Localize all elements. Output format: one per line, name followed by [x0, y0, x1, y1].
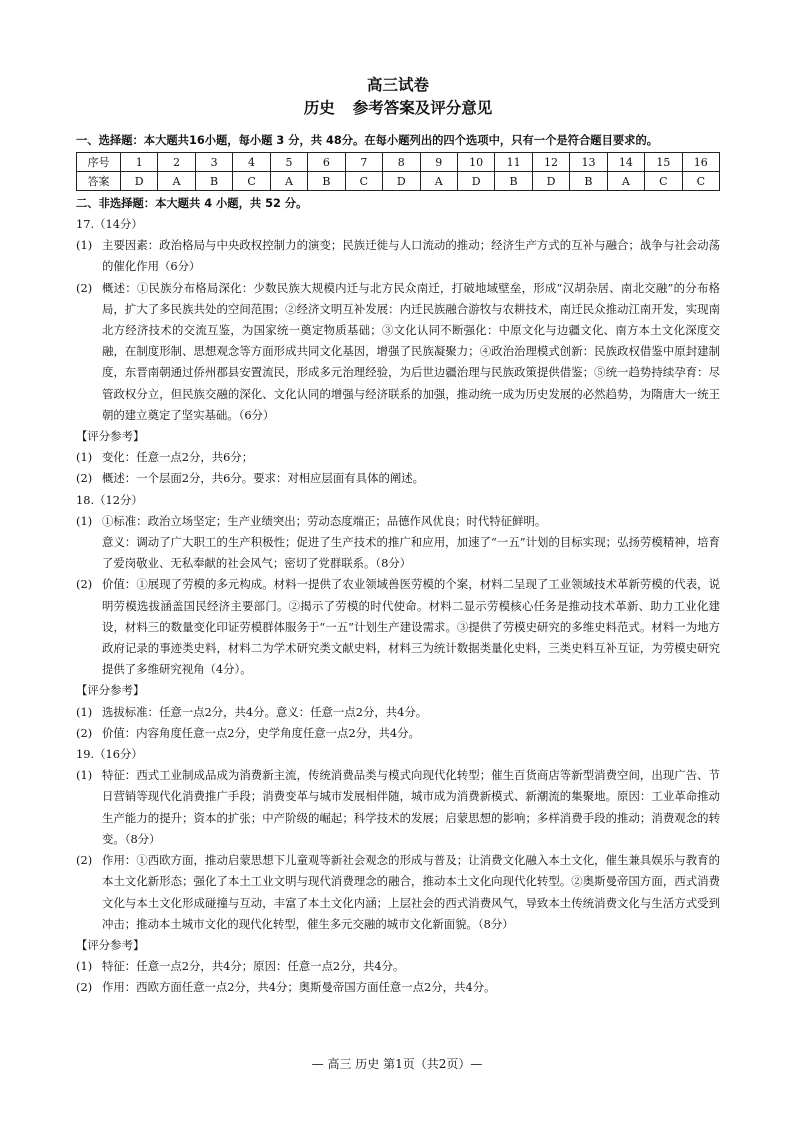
q17-item-1	[76, 235, 720, 277]
item-text: 价值：内容角度任意一点2分，史学角度任意一点2分，共4分。	[102, 725, 420, 740]
q-number: 4	[233, 153, 270, 172]
q18-item-1	[76, 511, 720, 532]
q-number: 15	[645, 153, 682, 172]
q-answer: D	[121, 172, 158, 191]
q-answer: C	[345, 172, 382, 191]
q-number: 10	[457, 153, 494, 172]
answer-table	[76, 152, 720, 191]
q17-head: 17.（14分）	[76, 217, 143, 231]
q-answer: B	[570, 172, 607, 191]
item-number: (2)	[76, 471, 93, 486]
q-answer: A	[420, 172, 457, 191]
item-text: 价值：①展现了劳模的多元构成。材料一提供了农业领域兽医劳模的个案，材料二呈现了工业领域技术革新劳模的代表，说明劳模选拔涵盖国民经济主要部门。②揭示了劳模的时代使命。材料二显示劳模核心任务是推动技术革新、助力工业化建设，材料三的数量变化印证劳模群体服务于“一五”计划生产建设需求。③提供了劳模史研究的多维史料范式。材料一为地方政府记录的事迹类史料，材料二为学术研究类文献史料，材料三为统计数据类量化史料，三类史料互补互证，为劳模史研究提供了多维研究视角（4分）。	[102, 577, 720, 677]
item-number: (1)	[76, 238, 93, 253]
item-text: 概述：一个层面2分，共6分。要求：对相应层面有具体的阐述。	[102, 471, 425, 486]
item-number: (2)	[76, 980, 93, 995]
q17-rubric-2	[76, 468, 720, 489]
q19-rubric-1	[76, 956, 720, 977]
exam-title: 高三试卷	[366, 76, 429, 94]
q-answer: D	[383, 172, 420, 191]
q-number: 5	[270, 153, 307, 172]
q-answer: C	[682, 172, 719, 191]
q-number: 6	[308, 153, 345, 172]
item-number: (1)	[76, 959, 93, 974]
q-answer: B	[308, 172, 345, 191]
q18-rubric-1	[76, 702, 720, 723]
q-number: 3	[195, 153, 232, 172]
item-number: (2)	[76, 853, 93, 868]
item-number: (1)	[76, 768, 93, 783]
q19-rubric-2	[76, 977, 720, 998]
item-number: (2)	[76, 725, 93, 740]
q17-item-2	[76, 278, 720, 426]
item-number: (2)	[76, 280, 93, 295]
q-answer: B	[495, 172, 532, 191]
q18-head: 18.（12分）	[76, 492, 143, 507]
q-number: 7	[345, 153, 382, 172]
q-number: 1	[121, 153, 158, 172]
q18-item-1-significance	[76, 532, 720, 574]
item-text: ①标准：政治立场坚定；生产业绩突出；劳动态度端正；品德作风优良；时代特征鲜明。	[102, 513, 547, 528]
q-number: 8	[383, 153, 420, 172]
subject-label: 历史	[303, 99, 335, 117]
q17-rubric-1	[76, 447, 720, 468]
item-number: (2)	[76, 577, 93, 592]
section2-heading: 二、非选择题：本大题共 4 小题，共 52 分。	[76, 197, 308, 210]
item-number: (1)	[76, 450, 93, 465]
q-number: 13	[570, 153, 607, 172]
item-text: 变化：任意一点2分，共6分；	[102, 450, 254, 465]
item-number: (1)	[76, 704, 93, 719]
item-text: 作用：①西欧方面，推动启蒙思想下儿童观等新社会观念的形成与普及；让消费文化融入本土文化，催生兼具娱乐与教育的本土文化新形态；强化了本土工业文明与现代消费理念的融合，推动本土文化向现代化转型。②奥斯曼帝国方面，西式消费文化与本土文化形成碰撞与互动，丰富了本土文化内涵；上层社会的西式消费风气，导致本土传统消费文化与生活方式受到冲击；推动本土城市文化的现代化转型，催生多元交融的城市文化新面貌。（8分）	[102, 853, 720, 931]
q17-rubric-head: 【评分参考】	[76, 429, 145, 444]
q-answer: D	[532, 172, 569, 191]
q-answer: D	[457, 172, 494, 191]
q19-item-1	[76, 765, 720, 850]
q-number: 12	[532, 153, 569, 172]
q-number: 2	[158, 153, 195, 172]
number-row	[77, 153, 720, 172]
answer-row	[77, 172, 720, 191]
page-footer: — 高三 历史 第1页（共2页）—	[311, 1057, 483, 1071]
q-number: 16	[682, 153, 719, 172]
q18-rubric-2	[76, 723, 720, 744]
item-text: 特征：任意一点2分，共4分；原因：任意一点2分，共4分。	[102, 959, 405, 974]
item-text: 选拔标准：任意一点2分，共4分。意义：任意一点2分，共4分。	[102, 704, 428, 719]
q-answer: B	[195, 172, 232, 191]
q-number: 9	[420, 153, 457, 172]
item-text: 意义：调动了广大职工的生产积极性；促进了生产技术的推广和应用，加速了“一五”计划的目标实现；弘扬劳模精神，培育了爱岗敬业、无私奉献的社会风气；密切了党群联系。（8分）	[102, 535, 720, 571]
q19-head: 19.（16分）	[76, 747, 143, 762]
subtitle-line	[76, 96, 720, 120]
q-number: 14	[607, 153, 644, 172]
q-answer: A	[607, 172, 644, 191]
q-number: 11	[495, 153, 532, 172]
item-text: 特征：西式工业制成品成为消费新主流，传统消费品类与模式向现代化转型；催生百货商店等新型消费空间，出现广告、节日营销等现代化消费推广手段；消费变革与城市发展相伴随，城市成为消费新模式、新潮流的集聚地。原因：工业革命推动生产能力的提升；资本的扩张；中产阶级的崛起；科学技术的发展；启蒙思想的影响；多样消费手段的推动；消费观念的转变。（8分）	[102, 768, 720, 846]
q19-rubric-head: 【评分参考】	[76, 937, 145, 952]
q-answer: C	[645, 172, 682, 191]
item-text: 概述：①民族分布格局深化：少数民族大规模内迁与北方民众南迁，打破地域壁垒，形成“汉胡杂居、南北交融”的分布格局，扩大了多民族共处的空间范围；②经济文明互补发展：内迁民族融合游牧与农耕技术，南迁民众推动江南开发，实现南北方经济技术的交流互鉴，为国家统一奠定物质基础；③文化认同不断强化：中原文化与边疆文化、南方本土文化深度交融，在制度形制、思想观念等方面形成共同文化基因，增强了民族凝聚力；④政治治理模式创新：民族政权借鉴中原封建制度，东晋南朝通过侨州郡县安置流民，形成多元治理经验，为后世边疆治理与民族政策提供借鉴；⑤统一趋势持续孕育：尽管政权分立，但民族交融的深化、文化认同的增强与经济联系的加强，推动统一成为历史发展的必然趋势，为隋唐大一统王朝的建立奠定了坚实基础。（6分）	[102, 280, 720, 422]
q-answer: A	[270, 172, 307, 191]
item-number: (1)	[76, 513, 93, 528]
item-text: 作用：西欧方面任意一点2分，共4分；奥斯曼帝国方面任意一点2分，共4分。	[102, 980, 496, 995]
answer-row-label: 答案	[77, 172, 121, 191]
section1-heading: 一、选择题：本大题共16小题，每小题 3 分，共 48分。在每小题列出的四个选项中，只有一个是符合题目要求的。	[76, 134, 659, 147]
q18-item-2	[76, 574, 720, 680]
answer-sheet	[76, 74, 720, 999]
item-text: 主要因素：政治格局与中央政权控制力的演变；民族迁徙与人口流动的推动；经济生产方式的互补与融合；战争与社会动荡的催化作用（6分）	[102, 238, 720, 274]
number-row-label: 序号	[77, 153, 121, 172]
q-answer: C	[233, 172, 270, 191]
subtitle-label: 参考答案及评分意见	[352, 99, 493, 117]
q18-rubric-head: 【评分参考】	[76, 683, 145, 698]
q-answer: A	[158, 172, 195, 191]
q19-item-2	[76, 850, 720, 935]
